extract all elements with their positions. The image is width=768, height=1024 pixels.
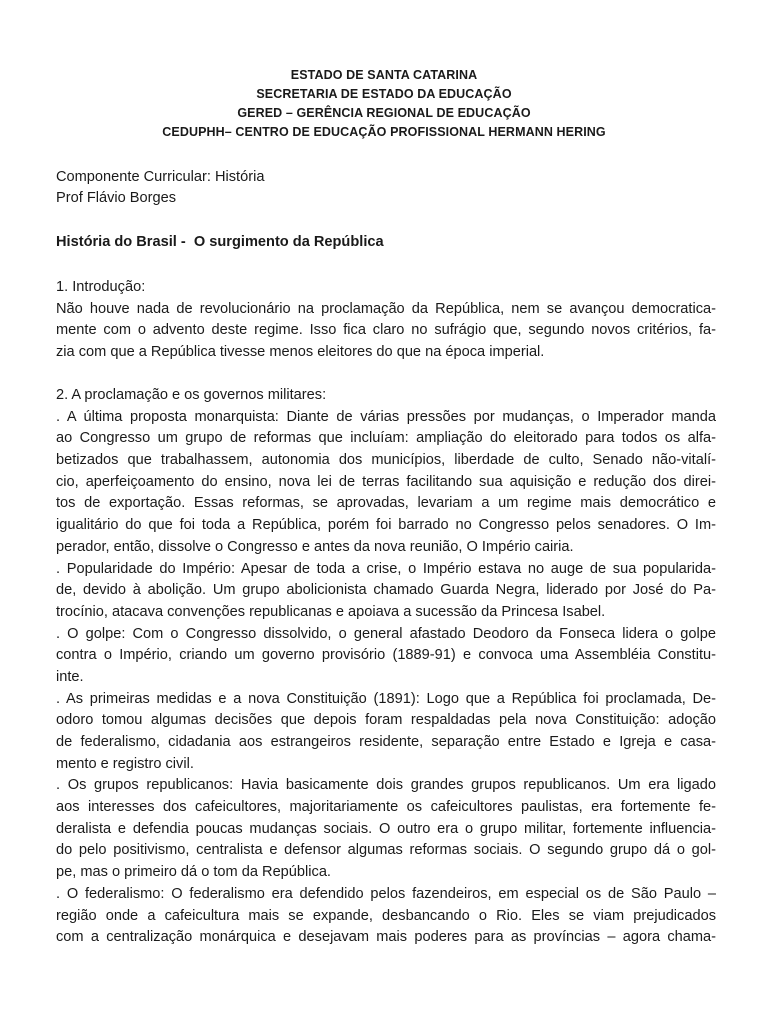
- paragraph-line: de, devido à abolição. Um grupo abolicionista chamado Guarda Negra, liderado por José do Pa-: [56, 582, 716, 599]
- paragraph-line: cio, aperfeiçoamento do ensino, nova lei de terras facilitando sua aquisição e redução dos direi-: [56, 473, 716, 490]
- document-title: História do Brasil - O surgimento da República: [56, 234, 384, 250]
- header-gered: GERED – GERÊNCIA REGIONAL DE EDUCAÇÃO: [237, 106, 531, 120]
- paragraph-line: com a centralização monárquica e desejavam mais poderes para as províncias – agora chama-: [56, 929, 716, 946]
- professor-name: Prof Flávio Borges: [56, 190, 177, 206]
- section-heading: 1. Introdução:: [56, 279, 146, 295]
- curricular-component: Componente Curricular: História: [56, 169, 265, 185]
- paragraph-line: betizados que trabalhassem, autonomia dos municípios, liberdade de culto, Senado não-vitalí-: [56, 452, 716, 469]
- paragraph-line: mente com o advento deste regime. Isso fica claro no sufrágio que, segundo novos critérios, fa-: [56, 322, 716, 339]
- paragraph-line: ao Congresso um grupo de reformas que incluíam: ampliação do eleitorado para todos os alfa-: [56, 430, 716, 447]
- section-proclamation: [56, 385, 716, 949]
- header-secretariat: SECRETARIA DE ESTADO DA EDUCAÇÃO: [256, 87, 512, 101]
- header-ceduphh: CEDUPHH– CENTRO DE EDUCAÇÃO PROFISSIONAL HERMANN HERING: [162, 125, 606, 139]
- paragraph-line: pe, mas o primeiro dá o tom da República.: [56, 864, 331, 881]
- paragraph-line: igualitário do que foi toda a República, porém foi barrado no Congresso pelos senadores. O Im-: [56, 517, 716, 534]
- paragraph-line: perador, então, dissolve o Congresso e antes da nova reunião, O Império cairia.: [56, 538, 574, 555]
- paragraph-line: deralista e defendia poucas mudanças sociais. O outro era o grupo militar, fortemente influencia-: [56, 820, 716, 837]
- paragraph-line: trocínio, atacava convenções republicanas e apoiava a sucessão da Princesa Isabel.: [56, 603, 606, 620]
- paragraph-line: . Os grupos republicanos: Havia basicamente dois grandes grupos republicanos. Um era ligado: [56, 777, 716, 794]
- document-header: [0, 66, 768, 142]
- paragraph-line: tos de exportação. Essas reformas, se aprovadas, levariam a um regime mais democrático e: [56, 495, 716, 512]
- paragraph-line: Não houve nada de revolucionário na proclamação da República, nem se avançou democratica-: [56, 300, 716, 317]
- paragraph-line: . A última proposta monarquista: Diante de várias pressões por mudanças, o Imperador manda: [56, 408, 716, 425]
- paragraph-line: contra o Império, criando um governo provisório (1889-91) e convoca uma Assembléia Constitu-: [56, 647, 716, 664]
- paragraph-line: aos interesses dos cafeicultores, majoritariamente os cafeicultores paulistas, era fortemente fe-: [56, 799, 716, 816]
- paragraph-line: zia com que a República tivesse menos eleitores do que na época imperial.: [56, 344, 545, 361]
- paragraph-line: . O golpe: Com o Congresso dissolvido, o general afastado Deodoro da Fonseca lidera o golpe: [56, 625, 716, 642]
- section-heading: 2. A proclamação e os governos militares:: [56, 387, 327, 403]
- header-state: ESTADO DE SANTA CATARINA: [290, 68, 478, 82]
- paragraph-line: . As primeiras medidas e a nova Constituição (1891): Logo que a República foi proclamada, De-: [56, 690, 716, 707]
- paragraph-line: de federalismo, cidadania aos estrangeiros residente, separação entre Estado e Igreja e casa-: [56, 734, 716, 750]
- paragraph-line: . O federalismo: O federalismo era defendido pelos fazendeiros, em especial os de São Paulo –: [56, 885, 716, 902]
- paragraph-line: região onde a cafeicultura mais se expande, desbancando o Rio. Eles se viam prejudicados: [56, 907, 716, 924]
- section-introduction: [56, 277, 716, 364]
- paragraph-line: mento e registro civil.: [56, 755, 194, 772]
- paragraph-line: odoro tomou algumas decisões que depois foram respaldadas pela nova Constituição: adoção: [56, 712, 716, 729]
- document-meta: [56, 167, 264, 209]
- paragraph-line: . Popularidade do Império: Apesar de toda a crise, o Império estava no auge de sua popularida-: [56, 560, 716, 577]
- paragraph-line: inte.: [56, 668, 84, 685]
- paragraph-line: do pelo positivismo, centralista e defensor algumas reformas sociais. O segundo grupo dá o gol-: [56, 842, 716, 859]
